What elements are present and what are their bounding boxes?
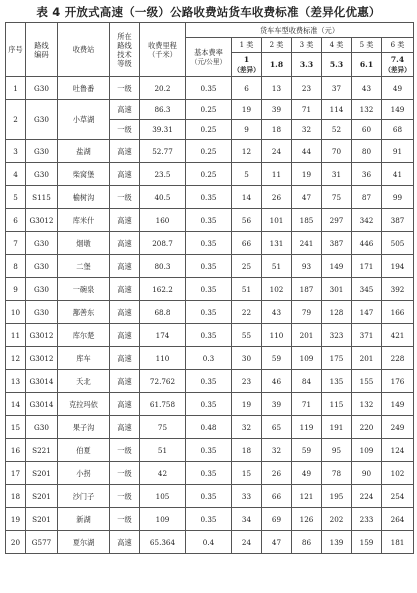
cell-mileage: 42	[140, 462, 186, 485]
table-row	[6, 163, 414, 186]
header-class-5: 5 类	[352, 38, 382, 53]
table-row	[6, 485, 414, 508]
cell-fee-class-2: 32	[262, 439, 292, 462]
cell-station: 榆树沟	[58, 186, 110, 209]
cell-fee-class-2: 131	[262, 232, 292, 255]
cell-fee-class-3: 241	[292, 232, 322, 255]
cell-station: 新湖	[58, 508, 110, 531]
cell-fee-class-4: 323	[322, 324, 352, 347]
cell-fee-class-4: 128	[322, 301, 352, 324]
cell-fee-class-1: 25	[232, 255, 262, 278]
cell-fee-class-3: 49	[292, 462, 322, 485]
cell-fee-class-4: 139	[322, 531, 352, 554]
table-row	[6, 462, 414, 485]
cell-fee-class-1: 56	[232, 209, 262, 232]
cell-route: G3014	[26, 370, 58, 393]
cell-route: G30	[26, 163, 58, 186]
table-title: 表 4 开放式高速（一级）公路收费站货车收费标准（差异化优惠）	[36, 5, 381, 19]
cell-fee-class-1: 30	[232, 347, 262, 370]
cell-fee-class-6: 49	[382, 77, 414, 100]
cell-fee-class-6: 505	[382, 232, 414, 255]
table-body	[6, 77, 414, 554]
cell-fee-class-5: 36	[352, 163, 382, 186]
cell-fee-class-4: 78	[322, 462, 352, 485]
cell-fee-class-3: 187	[292, 278, 322, 301]
header-station: 收费站	[58, 23, 110, 77]
cell-route: G577	[26, 531, 58, 554]
cell-seq: 16	[6, 439, 26, 462]
cell-fee-class-1: 14	[232, 186, 262, 209]
cell-station: 吐鲁番	[58, 77, 110, 100]
cell-seq: 12	[6, 347, 26, 370]
cell-fee-class-2: 26	[262, 186, 292, 209]
cell-fee-class-4: 195	[322, 485, 352, 508]
cell-fee-class-1: 66	[232, 232, 262, 255]
cell-grade: 高速	[110, 232, 140, 255]
cell-fee-class-6: 176	[382, 370, 414, 393]
cell-fee-class-1: 23	[232, 370, 262, 393]
cell-base-rate: 0.35	[186, 508, 232, 531]
cell-fee-class-1: 9	[232, 120, 262, 140]
cell-mileage: 110	[140, 347, 186, 370]
cell-station: 库车	[58, 347, 110, 370]
cell-fee-class-3: 23	[292, 77, 322, 100]
cell-fee-class-4: 31	[322, 163, 352, 186]
cell-mileage: 208.7	[140, 232, 186, 255]
cell-fee-class-3: 185	[292, 209, 322, 232]
header-coef-2: 1.8	[262, 53, 292, 77]
cell-fee-class-4: 52	[322, 120, 352, 140]
cell-fee-class-5: 159	[352, 531, 382, 554]
cell-route: G3012	[26, 324, 58, 347]
cell-base-rate: 0.35	[186, 485, 232, 508]
cell-grade: 高速	[110, 278, 140, 301]
cell-fee-class-5: 220	[352, 416, 382, 439]
cell-fee-class-5: 224	[352, 485, 382, 508]
header-class-2: 2 类	[262, 38, 292, 53]
cell-route: G30	[26, 255, 58, 278]
cell-fee-class-1: 15	[232, 462, 262, 485]
cell-station: 沙门子	[58, 485, 110, 508]
cell-route: G30	[26, 140, 58, 163]
cell-fee-class-3: 201	[292, 324, 322, 347]
header-coef-4: 5.3	[322, 53, 352, 77]
cell-fee-class-4: 301	[322, 278, 352, 301]
cell-seq: 4	[6, 163, 26, 186]
cell-route: G30	[26, 278, 58, 301]
cell-mileage: 20.2	[140, 77, 186, 100]
cell-base-rate: 0.35	[186, 209, 232, 232]
cell-fee-class-5: 201	[352, 347, 382, 370]
table-row	[6, 393, 414, 416]
cell-base-rate: 0.35	[186, 324, 232, 347]
table-row	[6, 416, 414, 439]
cell-base-rate: 0.25	[186, 163, 232, 186]
cell-fee-class-2: 18	[262, 120, 292, 140]
cell-fee-class-1: 6	[232, 77, 262, 100]
cell-station: 盐湖	[58, 140, 110, 163]
toll-fee-table	[5, 22, 414, 554]
cell-fee-class-2: 110	[262, 324, 292, 347]
cell-seq: 7	[6, 232, 26, 255]
cell-route: S201	[26, 485, 58, 508]
cell-seq: 1	[6, 77, 26, 100]
cell-base-rate: 0.25	[186, 100, 232, 120]
cell-seq: 14	[6, 393, 26, 416]
cell-station: 鄯善东	[58, 301, 110, 324]
cell-fee-class-5: 446	[352, 232, 382, 255]
cell-mileage: 162.2	[140, 278, 186, 301]
table-row	[6, 531, 414, 554]
cell-fee-class-3: 86	[292, 531, 322, 554]
cell-fee-class-6: 249	[382, 416, 414, 439]
cell-fee-class-3: 59	[292, 439, 322, 462]
cell-fee-class-6: 149	[382, 393, 414, 416]
cell-fee-class-2: 65	[262, 416, 292, 439]
header-class-3: 3 类	[292, 38, 322, 53]
cell-fee-class-3: 47	[292, 186, 322, 209]
cell-fee-class-4: 95	[322, 439, 352, 462]
cell-base-rate: 0.25	[186, 140, 232, 163]
header-coef-1: 1 （差异）	[232, 53, 262, 77]
cell-base-rate: 0.4	[186, 531, 232, 554]
table-row	[6, 77, 414, 100]
cell-fee-class-6: 102	[382, 462, 414, 485]
cell-grade: 一级	[110, 508, 140, 531]
cell-fee-class-4: 202	[322, 508, 352, 531]
cell-fee-class-3: 44	[292, 140, 322, 163]
cell-fee-class-6: 264	[382, 508, 414, 531]
cell-route: G30	[26, 301, 58, 324]
cell-fee-class-5: 90	[352, 462, 382, 485]
cell-fee-class-5: 345	[352, 278, 382, 301]
table-row	[6, 324, 414, 347]
cell-fee-class-1: 12	[232, 140, 262, 163]
cell-fee-class-2: 39	[262, 393, 292, 416]
cell-seq: 2	[6, 100, 26, 140]
cell-grade: 高速	[110, 531, 140, 554]
cell-station: 小拐	[58, 462, 110, 485]
cell-grade: 高速	[110, 301, 140, 324]
cell-fee-class-5: 132	[352, 393, 382, 416]
cell-seq: 15	[6, 416, 26, 439]
cell-fee-class-4: 135	[322, 370, 352, 393]
cell-fee-class-2: 39	[262, 100, 292, 120]
cell-fee-class-2: 101	[262, 209, 292, 232]
cell-fee-class-1: 18	[232, 439, 262, 462]
cell-fee-class-3: 126	[292, 508, 322, 531]
cell-fee-class-2: 66	[262, 485, 292, 508]
cell-station: 伯夏	[58, 439, 110, 462]
cell-mileage: 105	[140, 485, 186, 508]
cell-station: 烟墩	[58, 232, 110, 255]
cell-seq: 19	[6, 508, 26, 531]
cell-fee-class-5: 80	[352, 140, 382, 163]
cell-fee-class-2: 46	[262, 370, 292, 393]
cell-fee-class-4: 387	[322, 232, 352, 255]
cell-fee-class-6: 166	[382, 301, 414, 324]
table-row	[6, 140, 414, 163]
cell-grade: 一级	[110, 485, 140, 508]
cell-grade: 一级	[110, 462, 140, 485]
cell-fee-class-2: 26	[262, 462, 292, 485]
cell-base-rate: 0.35	[186, 186, 232, 209]
cell-fee-class-5: 147	[352, 301, 382, 324]
cell-grade: 一级	[110, 439, 140, 462]
cell-fee-class-4: 114	[322, 100, 352, 120]
cell-fee-class-1: 55	[232, 324, 262, 347]
cell-fee-class-4: 37	[322, 77, 352, 100]
cell-fee-class-6: 421	[382, 324, 414, 347]
table-row	[6, 186, 414, 209]
cell-mileage: 75	[140, 416, 186, 439]
cell-grade: 高速	[110, 100, 140, 120]
table-row	[6, 255, 414, 278]
cell-seq: 13	[6, 370, 26, 393]
cell-fee-class-2: 24	[262, 140, 292, 163]
cell-base-rate: 0.35	[186, 232, 232, 255]
cell-station: 夏尔湖	[58, 531, 110, 554]
header-coef-3: 3.3	[292, 53, 322, 77]
table-header	[6, 23, 414, 77]
cell-route: G30	[26, 232, 58, 255]
cell-fee-class-6: 228	[382, 347, 414, 370]
cell-grade: 高速	[110, 347, 140, 370]
cell-base-rate: 0.35	[186, 278, 232, 301]
cell-fee-class-3: 119	[292, 416, 322, 439]
header-coef-6: 7.4 （差异）	[382, 53, 414, 77]
header-coef-5: 6.1	[352, 53, 382, 77]
cell-station: 库尔楚	[58, 324, 110, 347]
table-row	[6, 439, 414, 462]
cell-fee-class-4: 70	[322, 140, 352, 163]
cell-grade: 一级	[110, 186, 140, 209]
cell-fee-class-1: 34	[232, 508, 262, 531]
cell-fee-class-1: 22	[232, 301, 262, 324]
table-row	[6, 278, 414, 301]
cell-fee-class-5: 60	[352, 120, 382, 140]
cell-grade: 高速	[110, 324, 140, 347]
cell-station: 一碗泉	[58, 278, 110, 301]
cell-base-rate: 0.35	[186, 301, 232, 324]
cell-mileage: 65.364	[140, 531, 186, 554]
cell-seq: 3	[6, 140, 26, 163]
cell-route: G3014	[26, 393, 58, 416]
cell-fee-class-3: 93	[292, 255, 322, 278]
cell-route: G3012	[26, 209, 58, 232]
cell-grade: 高速	[110, 209, 140, 232]
cell-fee-class-4: 149	[322, 255, 352, 278]
cell-grade: 高速	[110, 255, 140, 278]
header-class-6: 6 类	[382, 38, 414, 53]
cell-fee-class-2: 59	[262, 347, 292, 370]
cell-route: S115	[26, 186, 58, 209]
header-seq: 序号	[6, 23, 26, 77]
cell-base-rate: 0.48	[186, 416, 232, 439]
cell-seq: 5	[6, 186, 26, 209]
cell-mileage: 23.5	[140, 163, 186, 186]
cell-mileage: 80.3	[140, 255, 186, 278]
cell-fee-class-3: 71	[292, 100, 322, 120]
cell-fee-class-4: 75	[322, 186, 352, 209]
cell-mileage: 61.758	[140, 393, 186, 416]
cell-fee-class-1: 19	[232, 100, 262, 120]
cell-fee-class-5: 132	[352, 100, 382, 120]
cell-fee-class-6: 181	[382, 531, 414, 554]
cell-fee-class-2: 43	[262, 301, 292, 324]
cell-mileage: 174	[140, 324, 186, 347]
cell-fee-class-4: 115	[322, 393, 352, 416]
cell-fee-class-6: 68	[382, 120, 414, 140]
table-row	[6, 508, 414, 531]
cell-fee-class-1: 51	[232, 278, 262, 301]
cell-fee-class-1: 32	[232, 416, 262, 439]
cell-mileage: 86.3	[140, 100, 186, 120]
cell-seq: 18	[6, 485, 26, 508]
cell-fee-class-6: 124	[382, 439, 414, 462]
cell-mileage: 109	[140, 508, 186, 531]
cell-route: S221	[26, 439, 58, 462]
cell-grade: 一级	[110, 120, 140, 140]
cell-fee-class-2: 51	[262, 255, 292, 278]
cell-station: 柴窝堡	[58, 163, 110, 186]
cell-fee-class-3: 71	[292, 393, 322, 416]
cell-seq: 9	[6, 278, 26, 301]
cell-mileage: 72.762	[140, 370, 186, 393]
cell-fee-class-5: 371	[352, 324, 382, 347]
cell-station: 果子沟	[58, 416, 110, 439]
cell-base-rate: 0.35	[186, 462, 232, 485]
cell-route: S201	[26, 508, 58, 531]
cell-fee-class-4: 191	[322, 416, 352, 439]
cell-fee-class-3: 109	[292, 347, 322, 370]
cell-fee-class-3: 121	[292, 485, 322, 508]
cell-station: 库米什	[58, 209, 110, 232]
cell-fee-class-5: 342	[352, 209, 382, 232]
cell-station: 克拉玛依	[58, 393, 110, 416]
cell-base-rate: 0.25	[186, 120, 232, 140]
cell-grade: 高速	[110, 393, 140, 416]
cell-base-rate: 0.35	[186, 77, 232, 100]
cell-fee-class-6: 91	[382, 140, 414, 163]
cell-fee-class-3: 84	[292, 370, 322, 393]
cell-fee-class-6: 99	[382, 186, 414, 209]
cell-mileage: 52.77	[140, 140, 186, 163]
cell-mileage: 39.31	[140, 120, 186, 140]
cell-fee-class-5: 43	[352, 77, 382, 100]
cell-fee-class-2: 11	[262, 163, 292, 186]
cell-base-rate: 0.3	[186, 347, 232, 370]
cell-fee-class-6: 392	[382, 278, 414, 301]
header-route: 路线 编码	[26, 23, 58, 77]
cell-seq: 17	[6, 462, 26, 485]
cell-fee-class-1: 5	[232, 163, 262, 186]
header-class-4: 4 类	[322, 38, 352, 53]
cell-base-rate: 0.35	[186, 439, 232, 462]
cell-fee-class-3: 32	[292, 120, 322, 140]
header-tech-grade: 所在 路线 技术 等级	[110, 23, 140, 77]
cell-fee-class-6: 254	[382, 485, 414, 508]
header-mileage: 收费里程 （千米）	[140, 23, 186, 77]
table-row	[6, 232, 414, 255]
cell-seq: 10	[6, 301, 26, 324]
table-row	[6, 301, 414, 324]
cell-station: 夭北	[58, 370, 110, 393]
cell-base-rate: 0.35	[186, 255, 232, 278]
cell-fee-class-2: 102	[262, 278, 292, 301]
table-row	[6, 100, 414, 120]
cell-fee-class-4: 175	[322, 347, 352, 370]
cell-fee-class-3: 79	[292, 301, 322, 324]
cell-route: G30	[26, 416, 58, 439]
header-class-1: 1 类	[232, 38, 262, 53]
cell-fee-class-5: 155	[352, 370, 382, 393]
cell-route: G30	[26, 77, 58, 100]
cell-base-rate: 0.35	[186, 393, 232, 416]
cell-fee-class-5: 233	[352, 508, 382, 531]
cell-grade: 高速	[110, 416, 140, 439]
cell-grade: 高速	[110, 370, 140, 393]
cell-fee-class-1: 19	[232, 393, 262, 416]
cell-route: S201	[26, 462, 58, 485]
cell-fee-class-1: 24	[232, 531, 262, 554]
cell-station: 小草湖	[58, 100, 110, 140]
cell-grade: 一级	[110, 77, 140, 100]
cell-seq: 6	[6, 209, 26, 232]
cell-fee-class-6: 149	[382, 100, 414, 120]
cell-route: G30	[26, 100, 58, 140]
cell-mileage: 160	[140, 209, 186, 232]
header-group: 货车车型收费标准（元）	[186, 23, 414, 38]
cell-fee-class-2: 13	[262, 77, 292, 100]
cell-seq: 20	[6, 531, 26, 554]
cell-mileage: 68.8	[140, 301, 186, 324]
cell-fee-class-3: 19	[292, 163, 322, 186]
cell-fee-class-5: 87	[352, 186, 382, 209]
header-base-rate: 基本费率 （元/公里）	[186, 38, 232, 77]
cell-fee-class-5: 171	[352, 255, 382, 278]
cell-fee-class-4: 297	[322, 209, 352, 232]
cell-fee-class-1: 33	[232, 485, 262, 508]
cell-grade: 高速	[110, 140, 140, 163]
cell-base-rate: 0.35	[186, 370, 232, 393]
cell-fee-class-5: 109	[352, 439, 382, 462]
cell-seq: 8	[6, 255, 26, 278]
cell-fee-class-2: 47	[262, 531, 292, 554]
cell-route: G3012	[26, 347, 58, 370]
cell-fee-class-6: 194	[382, 255, 414, 278]
cell-mileage: 51	[140, 439, 186, 462]
cell-fee-class-2: 69	[262, 508, 292, 531]
cell-fee-class-6: 387	[382, 209, 414, 232]
cell-mileage: 40.5	[140, 186, 186, 209]
cell-seq: 11	[6, 324, 26, 347]
cell-grade: 高速	[110, 163, 140, 186]
table-row	[6, 347, 414, 370]
cell-fee-class-6: 41	[382, 163, 414, 186]
table-row	[6, 370, 414, 393]
table-row	[6, 209, 414, 232]
cell-station: 二堡	[58, 255, 110, 278]
